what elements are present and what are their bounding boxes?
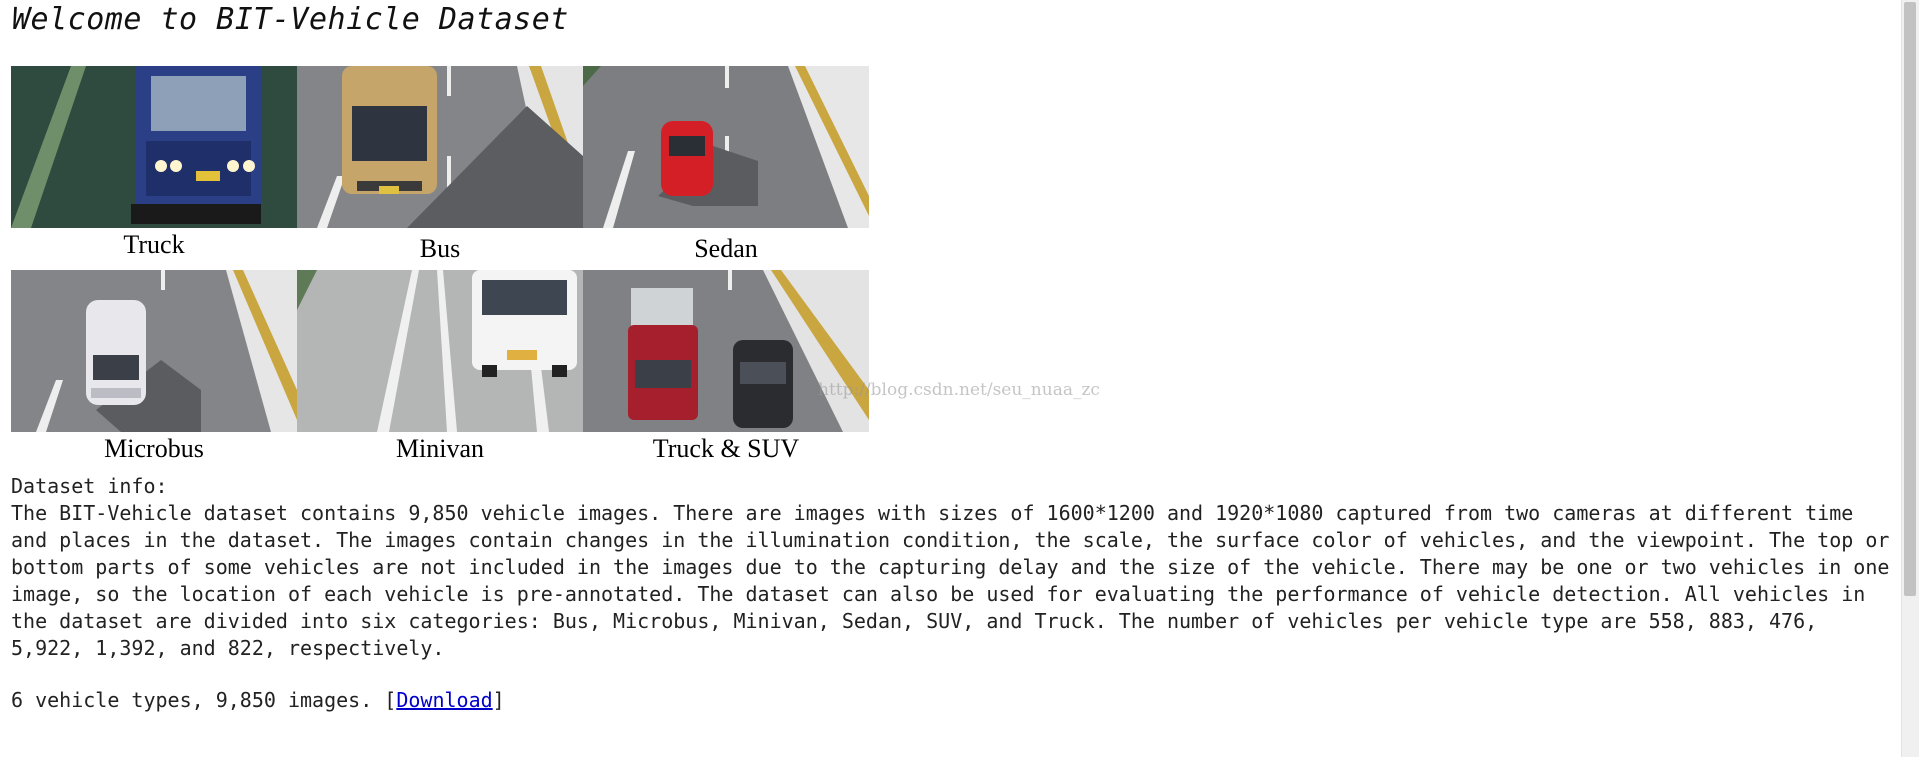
summary-text: 6 vehicle types, 9,850 images. (11, 688, 373, 712)
sedan-caption: Sedan (694, 234, 758, 263)
dataset-info-label: Dataset info: (11, 474, 168, 498)
page-title: Welcome to BIT-Vehicle Dataset (12, 2, 569, 37)
scrollbar-thumb[interactable] (1904, 2, 1916, 596)
microbus-photo (11, 270, 297, 432)
gallery-item-microbus (11, 270, 297, 472)
watermark-text: http://blog.csdn.net/seu_nuaa_zc (818, 380, 1100, 400)
bus-photo (297, 66, 583, 228)
vehicle-gallery (11, 66, 869, 466)
truck-suv-caption: Truck & SUV (652, 434, 800, 463)
truck-photo (11, 66, 297, 228)
download-link[interactable]: Download (396, 688, 493, 712)
sedan-photo (583, 66, 869, 228)
vertical-scrollbar[interactable] (1901, 0, 1919, 757)
microbus-caption: Microbus (104, 434, 204, 463)
bracket-open: [ (372, 688, 397, 712)
gallery-item-bus (297, 66, 583, 268)
gallery-item-minivan (297, 270, 583, 472)
truck-suv-photo (583, 270, 869, 432)
bus-caption: Bus (419, 234, 461, 263)
truck-caption: Truck (123, 230, 185, 259)
minivan-caption: Minivan (395, 434, 485, 463)
footer-summary (11, 688, 505, 712)
dataset-info-body: The BIT-Vehicle dataset contains 9,850 vehicle images. There are images with sizes of 1600*1200 and 1920*1080 captured from two cameras at different time and places in the dataset. The images contain changes in the illumination condition, the scale, the surface color of vehicles, and the viewpoint. The top or bottom parts of some vehicles are not included in the images due to the capturing delay and the size of the vehicle. There may be one or two vehicles in one image, so the location of each vehicle is pre-annotated. The dataset can also be used for evaluating the performance of vehicle detection. All vehicles in the dataset are divided into six categories: Bus, Microbus, Minivan, Sedan, SUV, and Truck. The number of vehicles per vehicle type are 558, 883, 476, 5,922, 1,392, and 822, respectively. (11, 501, 1890, 660)
gallery-item-truck-suv (583, 270, 869, 472)
minivan-photo (297, 270, 583, 432)
gallery-item-truck (11, 66, 297, 268)
gallery-item-sedan (583, 66, 869, 268)
bracket-close: ] (492, 688, 505, 712)
